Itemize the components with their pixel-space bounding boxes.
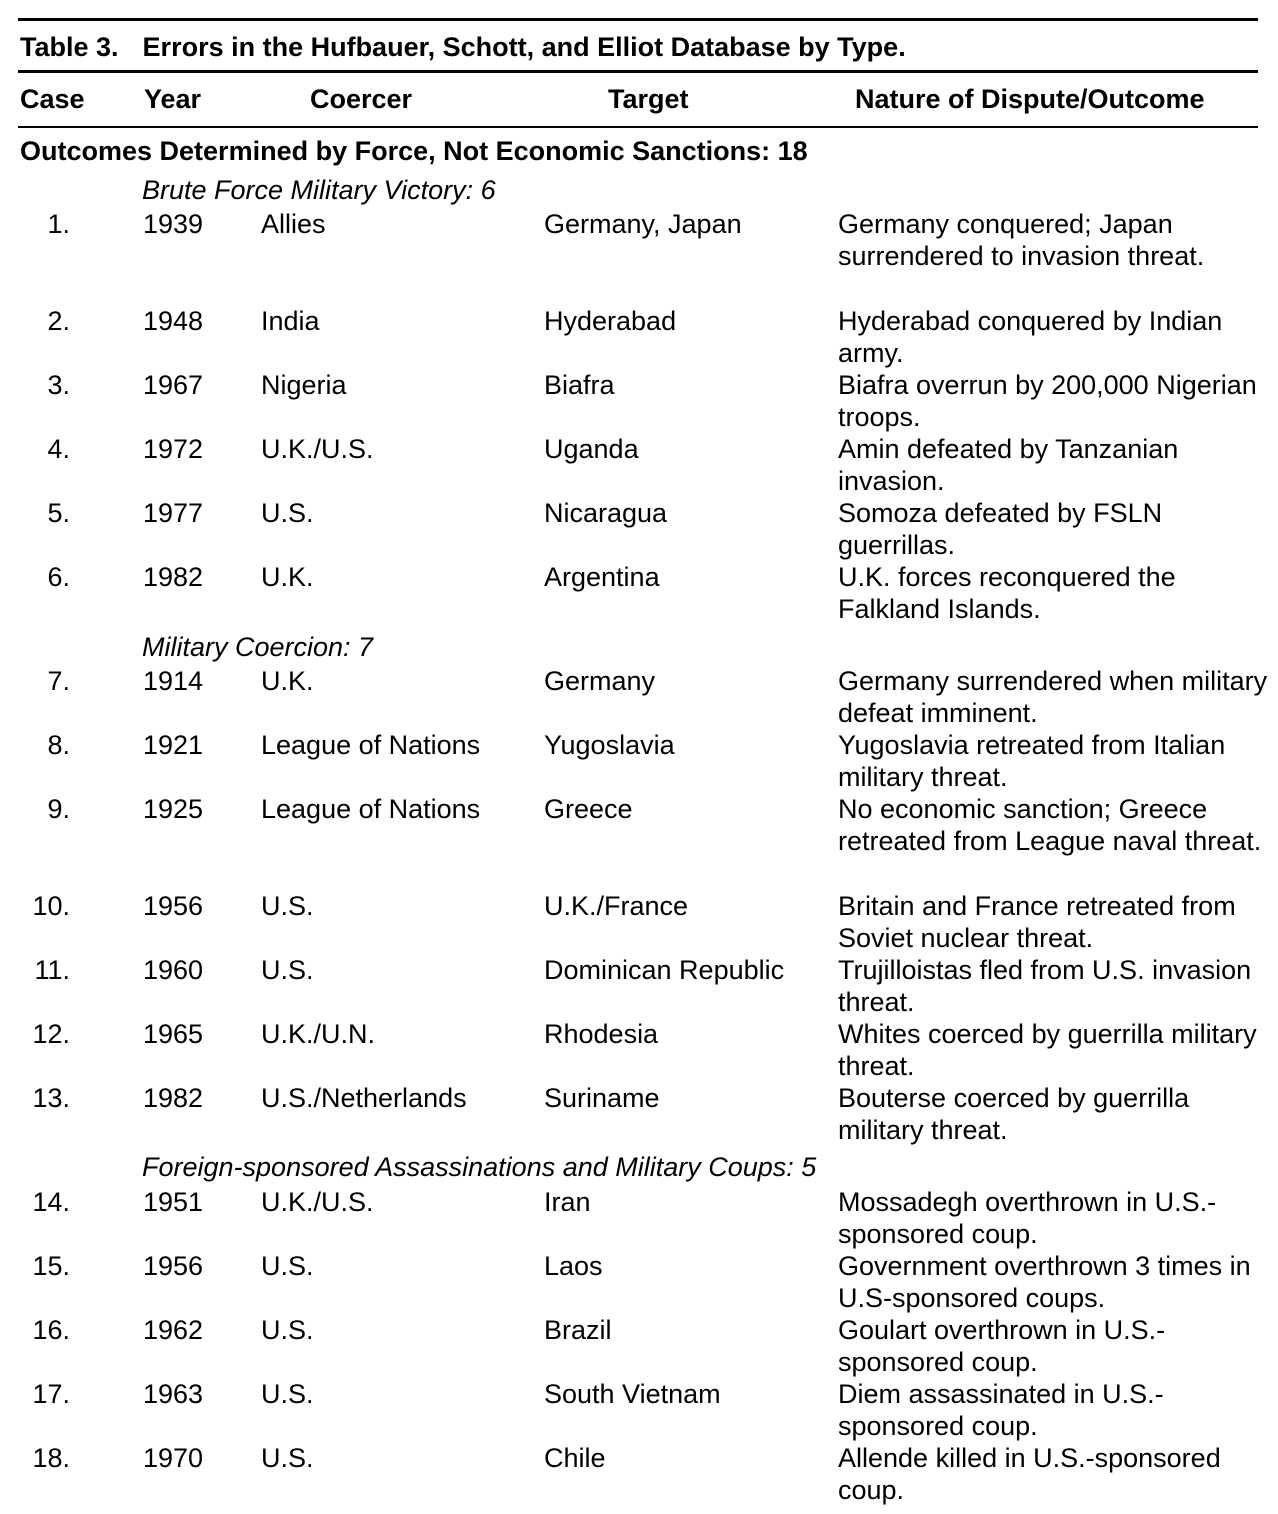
cell-target: Biafra — [544, 370, 615, 400]
cell-nature: Allende killed in U.S.-sponsored coup. — [838, 1443, 1221, 1505]
column-header-nature: Nature of Dispute/Outcome — [855, 84, 1205, 114]
cell-nature: Germany surrendered when military defeat imminent. — [838, 666, 1268, 728]
cell-nature: Britain and France retreated from Soviet nuclear threat. — [838, 891, 1236, 953]
cell-case: 4. — [47, 434, 70, 464]
cell-nature: Hyderabad conquered by Indian army. — [838, 306, 1223, 368]
top-rule — [18, 18, 1258, 21]
cell-year: 1956 — [143, 891, 204, 921]
cell-nature: Whites coerced by guerrilla military threat. — [838, 1019, 1257, 1081]
cell-nature: Biafra overrun by 200,000 Nigerian troops. — [838, 370, 1257, 432]
cell-case: 3. — [47, 370, 70, 400]
cell-target: Chile — [544, 1443, 606, 1473]
cell-target: Suriname — [544, 1083, 660, 1113]
cell-nature: Goulart overthrown in U.S.-sponsored coup. — [838, 1315, 1166, 1377]
group-title-brute-force: Brute Force Military Victory: 6 — [142, 175, 496, 205]
cell-coercer: Allies — [261, 209, 326, 239]
cell-nature: Germany conquered; Japan surrendered to invasion threat. — [838, 209, 1205, 271]
cell-year: 1963 — [143, 1379, 204, 1409]
cell-target: Laos — [544, 1251, 603, 1281]
cell-nature: U.K. forces reconquered the Falkland Islands. — [838, 562, 1176, 624]
cell-nature: No economic sanction; Greece retreated from League naval threat. — [838, 794, 1262, 856]
column-header-case: Case — [20, 84, 85, 114]
cell-coercer: U.K./U.S. — [261, 1187, 374, 1217]
cell-nature: Bouterse coerced by guerrilla military threat. — [838, 1083, 1190, 1145]
cell-year: 1951 — [143, 1187, 204, 1217]
cell-case: 6. — [47, 562, 70, 592]
cell-nature: Diem assassinated in U.S.-sponsored coup. — [838, 1379, 1164, 1441]
cell-target: Hyderabad — [544, 306, 677, 336]
cell-case: 12. — [32, 1019, 70, 1049]
cell-case: 7. — [47, 666, 70, 696]
cell-year: 1982 — [143, 562, 204, 592]
cell-case: 18. — [32, 1443, 70, 1473]
cell-case: 17. — [32, 1379, 70, 1409]
cell-nature: Trujilloistas fled from U.S. invasion threat. — [838, 955, 1252, 1017]
cell-year: 1982 — [143, 1083, 204, 1113]
cell-case: 2. — [47, 306, 70, 336]
cell-year: 1972 — [143, 434, 204, 464]
cell-year: 1962 — [143, 1315, 204, 1345]
cell-target: Greece — [544, 794, 633, 824]
cell-nature: Amin defeated by Tanzanian invasion. — [838, 434, 1179, 496]
table-caption-title: Errors in the Hufbauer, Schott, and Elliot Database by Type. — [142, 32, 906, 62]
cell-target: Brazil — [544, 1315, 612, 1345]
table-caption — [20, 32, 906, 63]
cell-case: 10. — [32, 891, 70, 921]
cell-coercer: U.S. — [261, 1379, 314, 1409]
cell-coercer: League of Nations — [261, 794, 481, 824]
cell-nature: Mossadegh overthrown in U.S.-sponsored coup. — [838, 1187, 1217, 1249]
cell-target: Germany — [544, 666, 656, 696]
cell-nature: Yugoslavia retreated from Italian military threat. — [838, 730, 1226, 792]
cell-coercer: U.K./U.S. — [261, 434, 374, 464]
cell-year: 1939 — [143, 209, 204, 239]
cell-target: Uganda — [544, 434, 639, 464]
cell-coercer: U.K./U.N. — [261, 1019, 376, 1049]
cell-target: U.K./France — [544, 891, 689, 921]
column-header-target: Target — [608, 84, 689, 114]
cell-target: Iran — [544, 1187, 591, 1217]
column-header-year: Year — [144, 84, 202, 114]
cell-coercer: U.S. — [261, 1443, 314, 1473]
cell-year: 1970 — [143, 1443, 204, 1473]
cell-year: 1977 — [143, 498, 204, 528]
section-title: Outcomes Determined by Force, Not Economic Sanctions: 18 — [20, 136, 808, 166]
cell-year: 1921 — [143, 730, 204, 760]
cell-target: Nicaragua — [544, 498, 668, 528]
cell-case: 11. — [34, 955, 70, 985]
group-title-military-coercion: Military Coercion: 7 — [142, 632, 374, 662]
cell-case: 15. — [32, 1251, 70, 1281]
cell-case: 9. — [47, 794, 70, 824]
column-header-coercer: Coercer — [310, 84, 413, 114]
cell-coercer: India — [261, 306, 320, 336]
cell-coercer: U.S. — [261, 498, 314, 528]
cell-target: South Vietnam — [544, 1379, 721, 1409]
cell-target: Argentina — [544, 562, 660, 592]
cell-year: 1956 — [143, 1251, 204, 1281]
cell-case: 5. — [47, 498, 70, 528]
group-title-assassinations-coups: Foreign-sponsored Assassinations and Military Coups: 5 — [142, 1152, 817, 1182]
cell-coercer: League of Nations — [261, 730, 481, 760]
cell-nature: Somoza defeated by FSLN guerrillas. — [838, 498, 1163, 560]
cell-coercer: U.S./Netherlands — [261, 1083, 467, 1113]
cell-year: 1925 — [143, 794, 204, 824]
cell-coercer: U.S. — [261, 1315, 314, 1345]
cell-case: 14. — [32, 1187, 70, 1217]
cell-year: 1948 — [143, 306, 204, 336]
cell-coercer: Nigeria — [261, 370, 347, 400]
cell-target: Yugoslavia — [544, 730, 675, 760]
cell-year: 1914 — [143, 666, 204, 696]
cell-year: 1960 — [143, 955, 204, 985]
cell-target: Germany, Japan — [544, 209, 742, 239]
cell-case: 8. — [47, 730, 70, 760]
cell-year: 1967 — [143, 370, 204, 400]
cell-target: Rhodesia — [544, 1019, 659, 1049]
cell-target: Dominican Republic — [544, 955, 785, 985]
cell-coercer: U.S. — [261, 891, 314, 921]
cell-coercer: U.S. — [261, 955, 314, 985]
cell-nature: Government overthrown 3 times in U.S-sponsored coups. — [838, 1251, 1251, 1313]
table-caption-label: Table 3. — [20, 32, 119, 62]
cell-coercer: U.S. — [261, 1251, 314, 1281]
header-rule — [18, 126, 1258, 128]
caption-rule — [18, 70, 1258, 73]
cell-coercer: U.K. — [261, 666, 314, 696]
cell-case: 13. — [32, 1083, 70, 1113]
cell-year: 1965 — [143, 1019, 204, 1049]
cell-case: 16. — [32, 1315, 70, 1345]
cell-case: 1. — [47, 209, 70, 239]
cell-coercer: U.K. — [261, 562, 314, 592]
